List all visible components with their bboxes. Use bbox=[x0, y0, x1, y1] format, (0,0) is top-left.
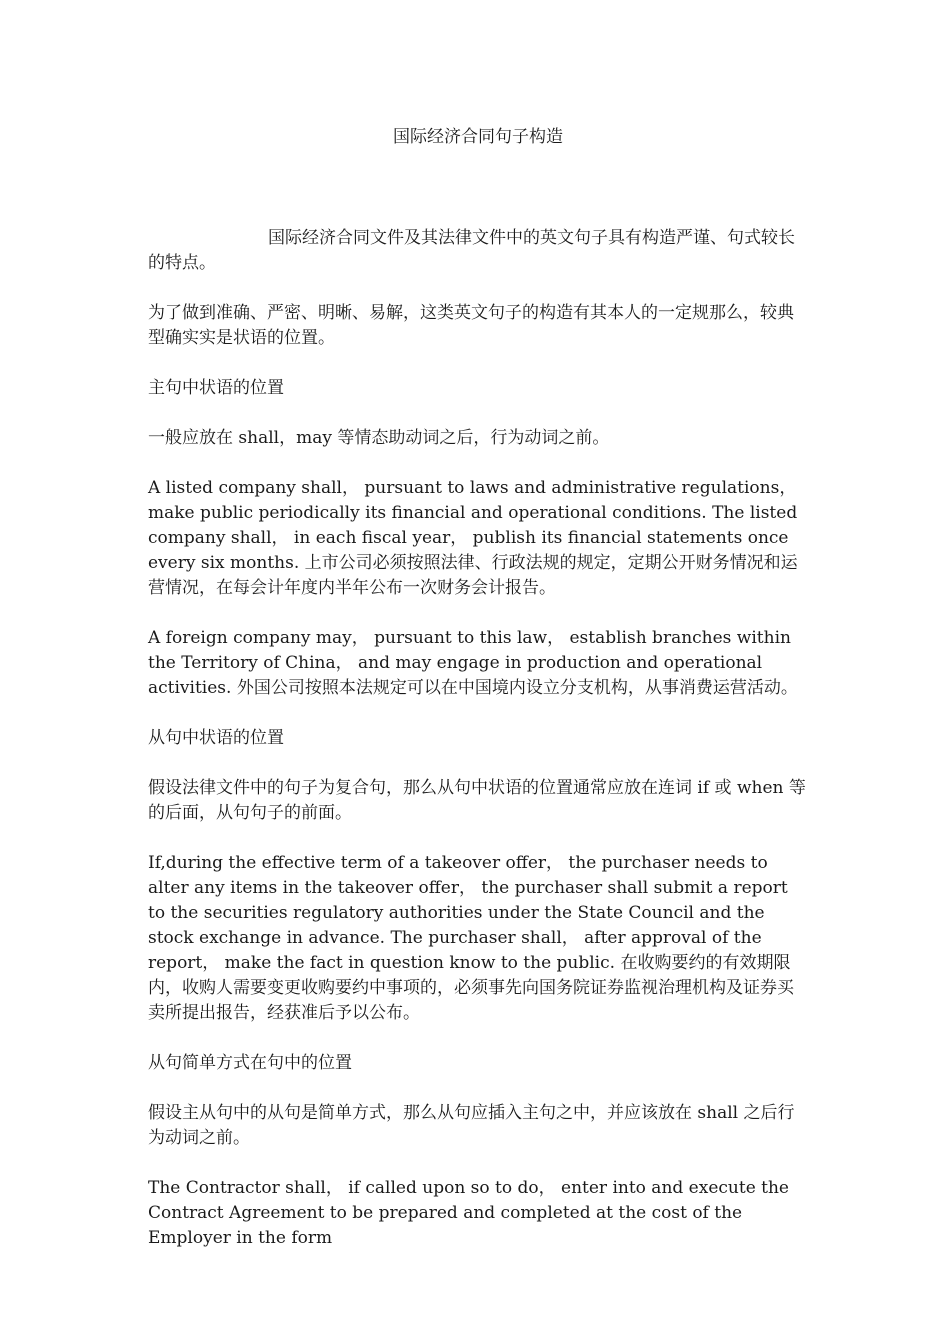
paragraph: 假设法律文件中的句子为复合句，那么从句中状语的位置通常应放在连词 if 或 when 等的后面，从句句子的前面。 bbox=[148, 778, 806, 823]
document-body bbox=[148, 226, 808, 1276]
section-heading: 从句中状语的位置 bbox=[148, 728, 284, 748]
example-paragraph: A listed company shall， pursuant to laws and administrative regulations， make public periodically its financial and operational conditions. The listed company shall， in each fiscal year， publish its financial statements once every six months. 上市公司必须按照法律、行政法规的规定，定期公开财务情况和运营情况，在每会计年度内半年公布一次财务会计报告。 bbox=[148, 478, 798, 598]
document-title: 国际经济合同句子构造 bbox=[393, 127, 563, 147]
paragraph: 一般应放在 shall，may 等情态助动词之后，行为动词之前。 bbox=[148, 428, 610, 448]
example-paragraph: If,during the effective term of a takeover offer， the purchaser needs to alter any items in the takeover offer， the purchaser shall submit a report to the securities regulatory authorities under the State Council and the stock exchange in advance. The purchaser shall， after approval of the report， make the fact in question know to the public. 在收购要约的有效期限内，收购人需要变更收购要约中事项的，必须事先向国务院证券监视治理机构及证券买卖所提出报告，经获准后予以公布。 bbox=[148, 853, 794, 1023]
paragraph: 假设主从句中的从句是简单方式，那么从句应插入主句之中，并应该放在 shall 之后行为动词之前。 bbox=[148, 1103, 795, 1148]
example-paragraph: A foreign company may， pursuant to this law， establish branches within the Territory of China， and may engage in production and operational activities. 外国公司按照本法规定可以在中国境内设立分支机构，从事消费运营活动。 bbox=[148, 628, 798, 698]
section-heading: 主句中状语的位置 bbox=[148, 378, 284, 398]
paragraph: 为了做到准确、严密、明晰、易解，这类英文句子的构造有其本人的一定规那么，较典型确实实是状语的位置。 bbox=[148, 303, 794, 348]
example-paragraph: The Contractor shall， if called upon so to do， enter into and execute the Contract Agreement to be prepared and completed at the cost of the Employer in the form bbox=[148, 1178, 789, 1248]
intro-paragraph: 国际经济合同文件及其法律文件中的英文句子具有构造严谨、句式较长的特点。 bbox=[148, 228, 795, 273]
section-heading: 从句简单方式在句中的位置 bbox=[148, 1053, 352, 1073]
